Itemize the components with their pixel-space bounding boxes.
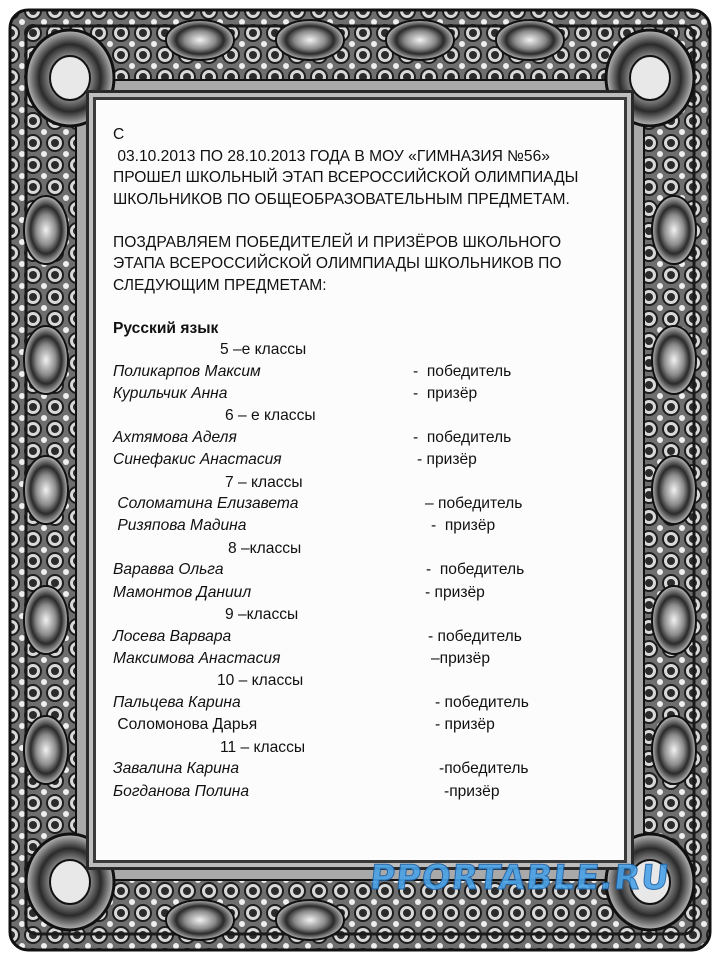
grade-heading: 8 –классы xyxy=(228,539,302,557)
grade-heading: 6 – е классы xyxy=(225,407,316,425)
intro-line-2: 03.10.2013 ПО 28.10.2013 ГОДА В МОУ «ГИМНАЗИЯ №56» xyxy=(113,147,550,165)
student-result: - победитель xyxy=(413,428,512,446)
list-item xyxy=(113,361,613,383)
list-item xyxy=(113,758,613,780)
student-name: Варавва Ольга xyxy=(113,561,224,579)
list-item xyxy=(113,515,613,537)
list-item xyxy=(113,559,613,581)
student-result: - победитель xyxy=(428,627,522,645)
student-name: Завалина Карина xyxy=(113,760,240,778)
student-result: -призёр xyxy=(444,782,500,800)
grade-heading: 9 –классы xyxy=(225,606,299,624)
student-result: - призёр xyxy=(435,716,495,734)
student-name: Богданова Полина xyxy=(113,782,250,800)
congrats-line-1: ПОЗДРАВЛЯЕМ ПОБЕДИТЕЛЕЙ И ПРИЗЁРОВ ШКОЛЬНОГО xyxy=(113,233,562,251)
list-item xyxy=(113,383,613,405)
student-result: - победитель xyxy=(435,693,529,711)
list-item xyxy=(113,781,613,803)
student-result: - победитель xyxy=(413,362,512,380)
student-result: - призёр xyxy=(425,583,485,601)
student-name: Соломатина Елизавета xyxy=(113,495,299,513)
list-item xyxy=(113,427,613,449)
grade-heading: 11 – классы xyxy=(220,738,306,756)
student-name: Пальцева Карина xyxy=(113,693,241,711)
student-result: - призёр xyxy=(413,384,478,402)
intro-line-4: ШКОЛЬНИКОВ ПО ОБЩЕОБРАЗОВАТЕЛЬНЫМ ПРЕДМЕТАМ. xyxy=(113,190,570,208)
student-result: - призёр xyxy=(417,451,477,469)
list-item xyxy=(113,449,613,471)
student-result: - призёр xyxy=(431,517,496,535)
grade-heading: 7 – классы xyxy=(225,473,303,491)
list-item xyxy=(113,714,613,736)
congrats-line-2: ЭТАПА ВСЕРОССИЙСКОЙ ОЛИМПИАДЫ ШКОЛЬНИКОВ ПО xyxy=(113,255,562,272)
student-name: Мамонтов Даниил xyxy=(113,583,252,601)
congrats-line-3: СЛЕДУЮЩИМ ПРЕДМЕТАМ: xyxy=(113,276,327,294)
student-name: Максимова Анастасия xyxy=(113,650,281,668)
student-name: Ризяпова Мадина xyxy=(113,517,247,535)
student-name: Синефакис Анастасия xyxy=(113,451,282,469)
list-item xyxy=(113,493,613,515)
list-item xyxy=(113,648,613,670)
student-name: Ахтямова Аделя xyxy=(113,428,237,446)
student-name: Лосева Варвара xyxy=(113,627,232,645)
subject-heading: Русский язык xyxy=(113,319,219,337)
student-result: –призёр xyxy=(431,650,490,668)
list-item xyxy=(113,626,613,648)
student-name: Курильчик Анна xyxy=(113,384,228,402)
site-watermark: PPORTABLE.RU xyxy=(367,858,672,898)
student-name: Соломонова Дарья xyxy=(113,716,258,734)
list-item xyxy=(113,692,613,714)
grade-heading: 10 – классы xyxy=(217,672,304,690)
intro-line-1: С xyxy=(113,126,125,143)
student-name: Поликарпов Максим xyxy=(113,362,261,380)
student-result: - победитель xyxy=(426,561,525,579)
list-item xyxy=(113,582,613,604)
document-text xyxy=(113,124,613,803)
grade-heading: 5 –е классы xyxy=(220,341,307,358)
student-result: – победитель xyxy=(425,495,523,513)
student-result: -победитель xyxy=(439,760,529,778)
intro-line-3: ПРОШЕЛ ШКОЛЬНЫЙ ЭТАП ВСЕРОССИЙСКОЙ ОЛИМПИАДЫ xyxy=(113,169,579,186)
